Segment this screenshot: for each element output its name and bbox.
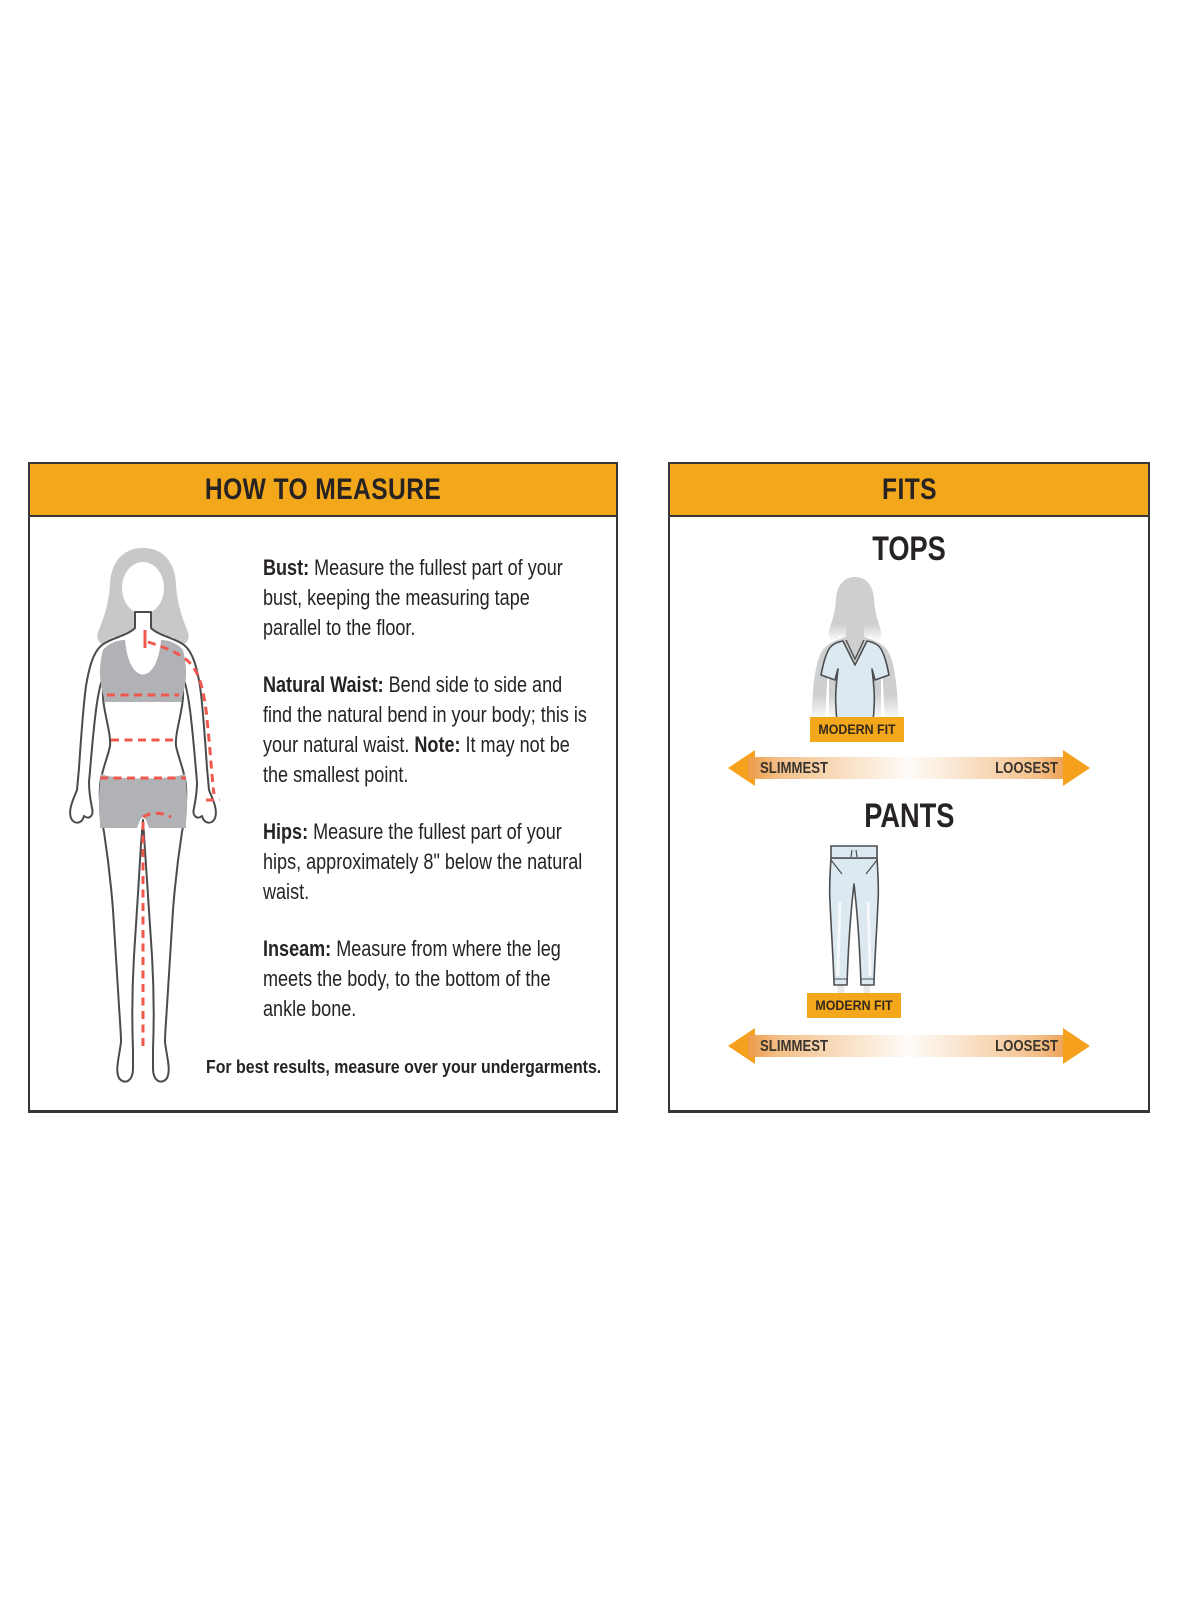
tops-fit-badge: MODERN FIT: [810, 717, 904, 742]
pants-fit-range-arrow: [728, 1028, 1090, 1064]
measure-instructions: [263, 553, 593, 1051]
arrow-right-head-icon: [1063, 1028, 1090, 1064]
pants-scale-max-label: LOOSEST: [995, 1038, 1058, 1055]
pants-illustration: [825, 842, 883, 1000]
tops-fit-range-arrow: [728, 750, 1090, 786]
tops-scale-max-label: LOOSEST: [995, 760, 1058, 777]
measure-panel-header: [30, 464, 616, 517]
fits-panel: [668, 462, 1150, 1113]
tops-scale-min-label: SLIMMEST: [760, 760, 829, 777]
measure-instruction: Hips: Measure the fullest part of your hips, approximately 8" below the natural waist.: [263, 819, 583, 904]
v-neck-top-illustration: [799, 573, 911, 725]
measure-instruction: Bust: Measure the fullest part of your bust, keeping the measuring tape parallel to the floor.: [263, 555, 563, 640]
measure-panel-title: HOW TO MEASURE: [204, 472, 442, 506]
measure-instruction: Inseam: Measure from where the leg meets the body, to the bottom of the ankle bone.: [263, 936, 561, 1021]
pants-scale-min-label: SLIMMEST: [760, 1038, 829, 1055]
how-to-measure-panel: [28, 462, 618, 1113]
measure-footnote: For best results, measure over your undergarments.: [206, 1056, 602, 1077]
tops-section-heading: TOPS: [872, 530, 946, 568]
fits-panel-header: [670, 464, 1148, 517]
pants-section-heading: PANTS: [863, 797, 955, 835]
fits-panel-title: FITS: [881, 472, 937, 506]
measure-instruction: Natural Waist: Bend side to side and find the natural bend in your body; this is your natural waist. Note: It may not be the smallest point.: [263, 672, 587, 787]
female-body-measurement-illustration: [53, 528, 235, 1094]
pants-fit-badge: MODERN FIT: [807, 993, 901, 1018]
arrow-right-head-icon: [1063, 750, 1090, 786]
